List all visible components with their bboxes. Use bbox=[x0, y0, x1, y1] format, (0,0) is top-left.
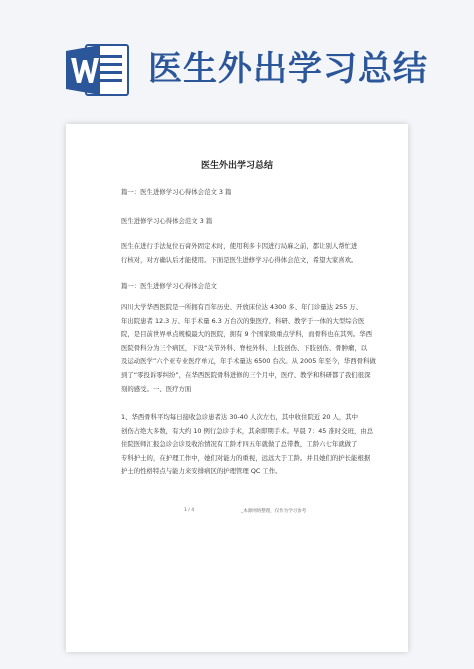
section-subheading: 医生进修学习心得体会范文 3 篇 bbox=[121, 217, 213, 225]
page-title: 医生外出学习总结 bbox=[148, 49, 428, 89]
paragraph-orthopedics bbox=[121, 411, 374, 479]
text-line: 行核对，对方确认后才能使用。下面是医生进修学习心得体会范文，希望大家喜欢。 bbox=[121, 255, 358, 264]
page-header bbox=[0, 0, 474, 118]
text-line: 到了“零投诉零纠纷”，在华西医院骨科进修的三个月中，医疗、教学和科研都了我们很深 bbox=[121, 370, 371, 379]
word-document-icon bbox=[66, 43, 130, 97]
section-heading-1: 篇一：医生进修学习心得体会范文 3 篇 bbox=[121, 188, 232, 196]
text-line: 及运动医学”六个亚专业医疗单元，年手术量达 6500 台次。从 2005 年至今，华西骨科做 bbox=[121, 357, 376, 366]
section-heading-2: 篇一：医生进修学习心得体会范文 bbox=[121, 282, 217, 290]
text-line: 年出院患者 12.3 万、年手术量 6.3 万台次的集医疗、科研、教学于一体的大型综合医 bbox=[121, 316, 365, 325]
text-line: 医院骨科分为三个病区，下设“关节外科、脊柱外科、上肢创伤、下肢创伤、骨肿瘤，以 bbox=[121, 343, 368, 352]
document-page bbox=[66, 124, 408, 652]
text-line: 刻的感受。一、医疗方面 bbox=[121, 384, 192, 393]
text-line: 医生在进行手法复位石膏外固定术时，使用利多卡因进行局麻之前，都让别人帮忙进 bbox=[121, 242, 358, 250]
text-line: 创伤占绝大多数，有大约 10 例行急诊手术，其余即期手术。早晨 7：45 准时交班，由总 bbox=[121, 426, 374, 435]
text-line: 1、华西骨科平均每日接收急诊患者达 30-40 人次左右，其中收住院近 20 人，其中 bbox=[121, 413, 359, 421]
text-line: 专科护士的，在护理工作中，她们对能力的重视，远远大于工龄。并且她们的护长能根据 bbox=[121, 453, 371, 462]
footer-note: _本源网络整理，仅作为学习参考 bbox=[241, 509, 307, 514]
text-line: 护士的性格特点与能力来安排病区的护理管理 QC 工作。 bbox=[121, 467, 282, 476]
page-number: 1 / 4 bbox=[184, 508, 195, 513]
text-line: 院，是目前世界单点规模最大的医院，拥有 9 个国家级重点学科，而骨科也在其列。华西 bbox=[121, 330, 372, 339]
paragraph-hospital bbox=[121, 301, 376, 396]
text-line: 住院医师汇报急诊会诊及收治情况有工龄才四五年就做了总带教，工龄六七年就做了 bbox=[121, 440, 358, 449]
paragraph-intro bbox=[121, 240, 371, 267]
document-title: 医生外出学习总结 bbox=[200, 161, 273, 171]
text-line: 四川大学华西医院是一所拥有百年历史、开放床位达 4300 多、年门诊量达 255 万、 bbox=[121, 303, 363, 311]
